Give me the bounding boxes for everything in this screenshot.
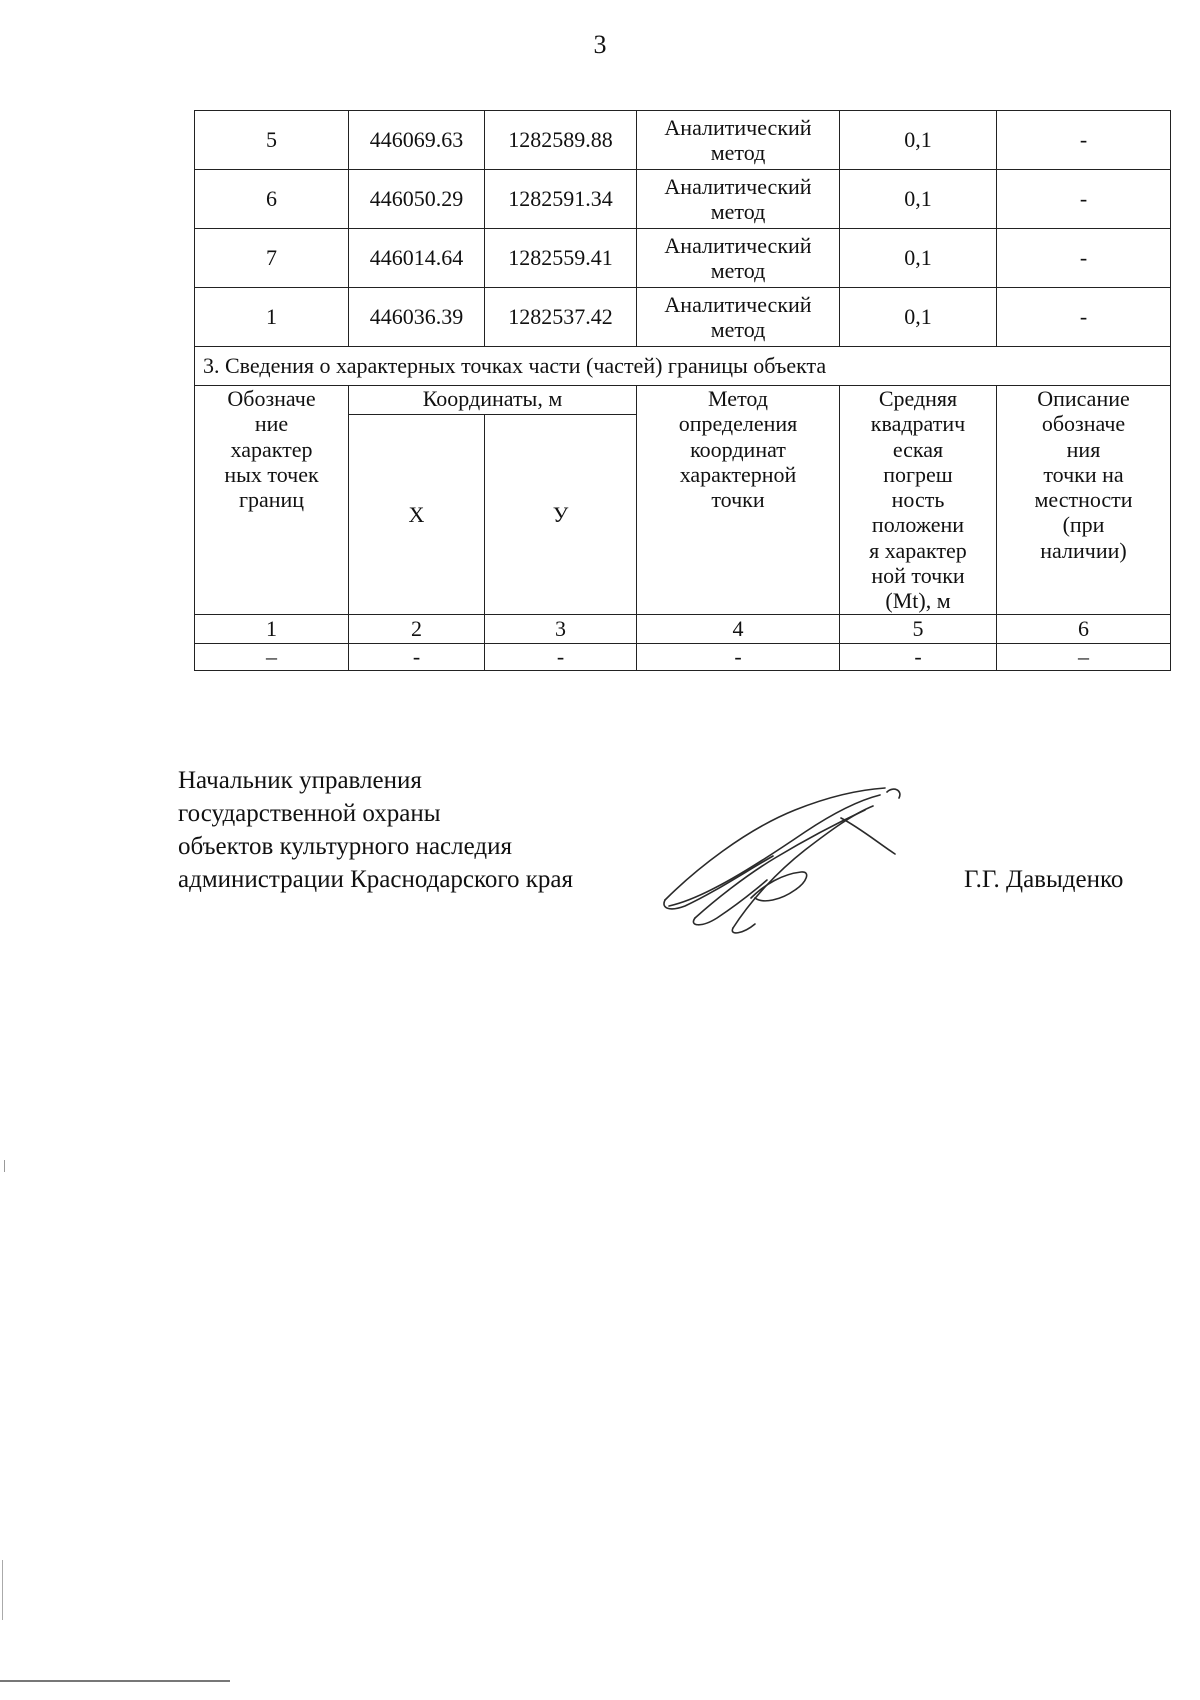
- empty-cell: -: [349, 643, 485, 670]
- table-row: [195, 170, 1171, 229]
- coord-x: 446036.39: [349, 288, 485, 347]
- header-y: У: [485, 415, 637, 615]
- header-line: точки: [711, 487, 765, 513]
- method-line: Аналитический: [664, 173, 812, 199]
- header-row: [195, 386, 1171, 415]
- description-value: -: [997, 229, 1171, 288]
- description-value: -: [997, 111, 1171, 170]
- boundary-points-table: [194, 110, 1171, 671]
- header-line: я характер: [869, 537, 967, 563]
- header-line: (при: [1062, 512, 1105, 538]
- empty-data-row: [195, 643, 1171, 670]
- coord-x: 446050.29: [349, 170, 485, 229]
- header-line: местности: [1034, 487, 1133, 513]
- header-line: Метод: [708, 386, 768, 411]
- header-line: координат: [690, 436, 786, 462]
- section-title: 3. Сведения о характерных точках части (частей) границы объекта: [195, 347, 1171, 386]
- column-number: 4: [637, 614, 840, 643]
- coord-x: 446014.64: [349, 229, 485, 288]
- header-line: ных точек: [224, 461, 319, 487]
- empty-cell: –: [997, 643, 1171, 670]
- header-line: границ: [238, 487, 305, 513]
- method-cell: [637, 111, 840, 170]
- header-line: точки на: [1043, 461, 1124, 487]
- header-line: ния: [1066, 436, 1101, 462]
- header-line: наличии): [1040, 537, 1127, 563]
- table-row: [195, 288, 1171, 347]
- point-number: 5: [195, 111, 349, 170]
- header-x: X: [349, 415, 485, 615]
- method-line: Аналитический: [664, 291, 812, 317]
- scan-artifact: [2, 1560, 3, 1620]
- header-line: еская: [892, 436, 944, 462]
- header-line: определения: [678, 411, 798, 437]
- method-line: Аналитический: [664, 232, 812, 258]
- method-line: метод: [710, 140, 766, 165]
- header-description: [997, 386, 1171, 615]
- header-line: Обозначе: [227, 386, 316, 411]
- position-line: государственной охраны: [178, 800, 441, 827]
- method-cell: [637, 170, 840, 229]
- header-method: [637, 386, 840, 615]
- error-value: 0,1: [840, 229, 997, 288]
- method-line: метод: [710, 317, 766, 342]
- table-row: [195, 111, 1171, 170]
- description-value: -: [997, 288, 1171, 347]
- point-number: 1: [195, 288, 349, 347]
- header-error: [840, 386, 997, 615]
- header-line: Описание: [1037, 386, 1130, 411]
- header-coordinates: Координаты, м: [349, 386, 637, 415]
- header-line: характерной: [679, 461, 797, 487]
- empty-cell: -: [485, 643, 637, 670]
- method-line: метод: [710, 258, 766, 283]
- position-line: администрации Краснодарского края: [178, 866, 574, 893]
- header-designation: [195, 386, 349, 615]
- header-line: ной точки: [871, 563, 965, 589]
- error-value: 0,1: [840, 288, 997, 347]
- coord-y: 1282589.88: [485, 111, 637, 170]
- handwritten-signature: [655, 780, 915, 940]
- signatory-name: Г.Г. Давыденко: [964, 866, 1124, 893]
- column-number: 1: [195, 614, 349, 643]
- header-line: (Mt), м: [885, 588, 951, 614]
- header-line: характер: [230, 436, 313, 462]
- point-number: 7: [195, 229, 349, 288]
- column-number: 5: [840, 614, 997, 643]
- coord-y: 1282559.41: [485, 229, 637, 288]
- column-numbers-row: [195, 614, 1171, 643]
- coord-y: 1282537.42: [485, 288, 637, 347]
- empty-cell: -: [840, 643, 997, 670]
- header-line: погреш: [883, 461, 953, 487]
- table-row: [195, 229, 1171, 288]
- method-line: Аналитический: [664, 114, 812, 140]
- method-cell: [637, 229, 840, 288]
- header-line: ние: [254, 411, 289, 437]
- description-value: -: [997, 170, 1171, 229]
- empty-cell: –: [195, 643, 349, 670]
- header-line: квадратич: [870, 411, 966, 437]
- header-line: положени: [871, 512, 965, 538]
- page-number: 3: [593, 30, 607, 59]
- empty-cell: -: [637, 643, 840, 670]
- error-value: 0,1: [840, 111, 997, 170]
- footer-rule: [0, 1680, 230, 1682]
- header-line: ность: [891, 487, 945, 513]
- coord-y: 1282591.34: [485, 170, 637, 229]
- point-number: 6: [195, 170, 349, 229]
- method-line: метод: [710, 199, 766, 224]
- error-value: 0,1: [840, 170, 997, 229]
- header-line: Средняя: [878, 386, 958, 411]
- scan-artifact: [4, 1160, 5, 1172]
- column-number: 6: [997, 614, 1171, 643]
- section-title-row: [195, 347, 1171, 386]
- column-number: 2: [349, 614, 485, 643]
- column-number: 3: [485, 614, 637, 643]
- header-line: обозначе: [1041, 411, 1126, 437]
- method-cell: [637, 288, 840, 347]
- position-line: Начальник управления: [178, 767, 422, 794]
- signatory-position: [178, 764, 573, 896]
- coord-x: 446069.63: [349, 111, 485, 170]
- position-line: объектов культурного наследия: [178, 833, 512, 860]
